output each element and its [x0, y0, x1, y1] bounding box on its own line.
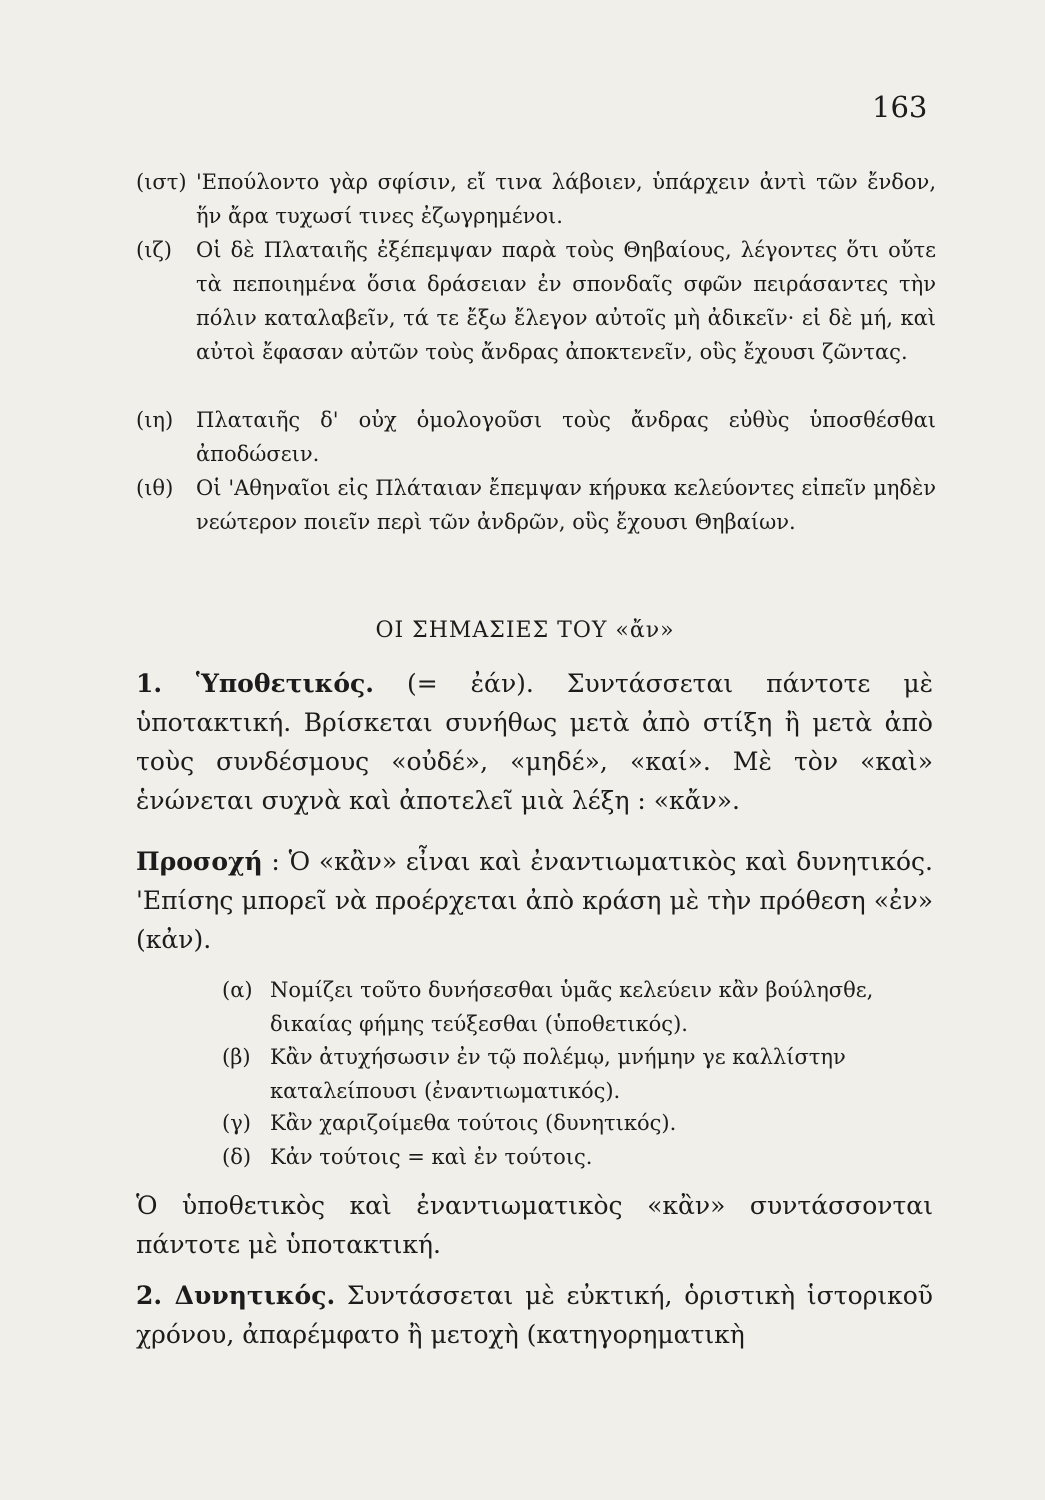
paragraph-text: (= ἐάν). Συντάσσεται πάντοτε μὲ ὑποτακτική. Βρίσκεται συνήθως μετὰ ἀπὸ στίξη ἢ μετὰ ἀπὸ τοὺς συνδέσμους «οὐδέ», «μηδέ», «καί». Μὲ τὸν «καὶ» ἑνώνεται συχνὰ καὶ ἀποτελεῖ μιὰ λέξη : «κἄν».: [136, 669, 933, 815]
example-label: (ιστ): [136, 170, 187, 194]
paragraph-heading: 1. Ὑποθετικός.: [136, 669, 374, 698]
example-label: (ιθ): [136, 476, 174, 500]
sub-example-item: [222, 1106, 934, 1140]
example-label: (ιη): [136, 408, 174, 432]
summary-paragraph: Ὁ ὑποθετικὸς καὶ ἐναντιωματικὸς «κἂν» συντάσσονται πάντοτε μὲ ὑποτακτική.: [136, 1191, 933, 1259]
sub-example-label: (β): [222, 1045, 251, 1069]
example-text: 'Επούλοντο γὰρ σφίσιν, εἴ τινα λάβοιεν, ὑπάρχειν ἀντὶ τῶν ἔνδον, ἥν ἄρα τυχωσί τινες ἐζωγρημένοι.: [196, 170, 936, 228]
sub-example-label: (δ): [222, 1145, 252, 1169]
example-text: Οἱ δὲ Πλαταιῆς ἐξέπεμψαν παρὰ τοὺς Θηβαίους, λέγοντες ὅτι οὔτε τὰ πεποιημένα ὅσια δράσειαν ἐν σπονδαῖς σφῶν πειράσαντες τὴν πόλιν καταλαβεῖν, τά τε ἔξω ἔλεγον αὐτοῖς μὴ ἀδικεῖν· εἰ δὲ μή, καὶ αὐτοὶ ἔφασαν αὐτῶν τοὺς ἄνδρας ἀποκτενεῖν, οὓς ἔχουσι ζῶντας.: [196, 238, 936, 364]
paragraph-heading: 2. Δυνητικός.: [136, 1281, 336, 1310]
note-paragraph: [136, 842, 933, 959]
paragraph-potential: [136, 1276, 933, 1354]
paragraph-hypothetical: [136, 664, 933, 820]
sub-example-text: Νομίζει τοῦτο δυνήσεσθαι ὑμᾶς κελεύειν κἂν βούλησθε, δικαίας φήμης τεύξεσθαι (ὑποθετικός).: [270, 978, 874, 1036]
example-item: [136, 403, 936, 471]
sub-example-label: (α): [222, 978, 253, 1002]
sub-example-item: [222, 1140, 934, 1174]
example-text: Πλαταιῆς δ' οὐχ ὁμολογοῦσι τοὺς ἄνδρας εὐθὺς ὑποσθέσθαι ἀποδώσειν.: [196, 408, 936, 466]
page-number: 163: [872, 90, 928, 124]
sub-example-text: Κἀν τούτοις = καὶ ἐν τούτοις.: [270, 1145, 593, 1169]
sub-example-item: [222, 973, 934, 1041]
sub-example-text: Κἂν ἀτυχήσωσιν ἐν τῷ πολέμῳ, μνήμην γε καλλίστην καταλείπουσι (ἐναντιωματικός).: [270, 1045, 846, 1103]
sub-example-text: Κἂν χαριζοίμεθα τούτοις (δυνητικός).: [270, 1111, 677, 1135]
sub-example-item: [222, 1040, 934, 1108]
note-text: : Ὁ «κἂν» εἶναι καὶ ἐναντιωματικὸς καὶ δυνητικός. 'Επίσης μπορεῖ νὰ προέρχεται ἀπὸ κράση μὲ τὴν πρόθεση «ἐν» (κἀν).: [136, 847, 933, 954]
example-item: [136, 233, 936, 369]
example-item: [136, 165, 936, 233]
example-label: (ιζ): [136, 238, 173, 262]
paragraph-text: Συντάσσεται μὲ εὐκτική, ὁριστικὴ ἱστορικοῦ χρόνου, ἀπαρέμφατο ἢ μετοχὴ (κατηγορηματικὴ: [136, 1281, 933, 1349]
example-item: [136, 471, 936, 539]
sub-example-label: (γ): [222, 1111, 251, 1135]
note-label: Προσοχή: [136, 847, 263, 876]
section-heading: ΟΙ ΣΗΜΑΣΙΕΣ ΤΟΥ «ἄν»: [375, 618, 675, 643]
example-text: Οἱ 'Αθηναῖοι εἰς Πλάταιαν ἔπεμψαν κήρυκα κελεύοντες εἰπεῖν μηδὲν νεώτερον ποιεῖν περὶ τῶν ἀνδρῶν, οὓς ἔχουσι Θηβαίων.: [196, 476, 936, 534]
